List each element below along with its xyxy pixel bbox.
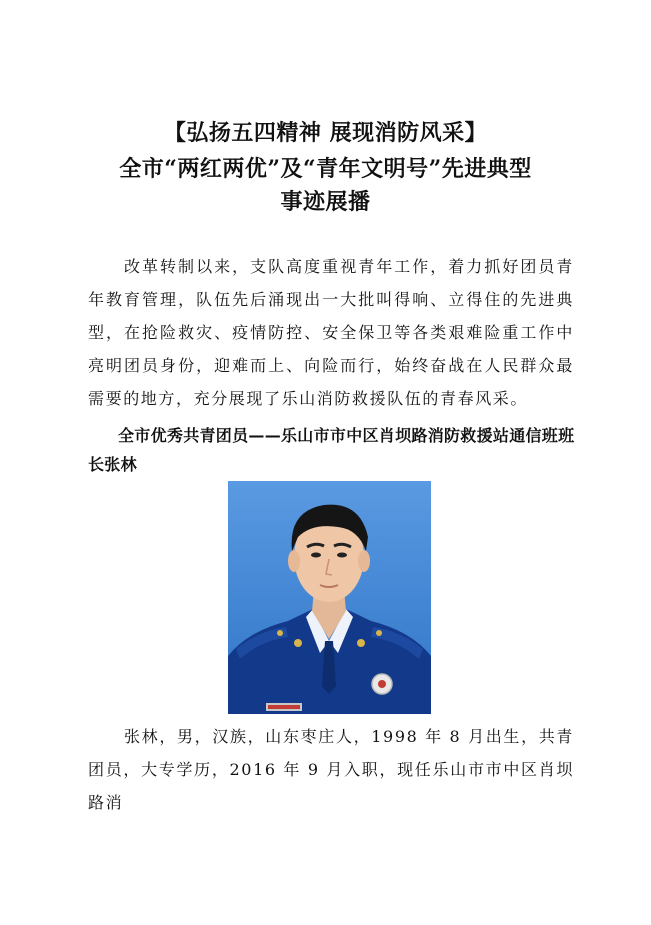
title-line-3: 事迹展播 bbox=[280, 189, 371, 215]
title-line-1: 【弘扬五四精神 展现消防风采】 bbox=[163, 120, 488, 146]
title-line-2: 全市“两红两优”及“青年文明号”先进典型 bbox=[119, 156, 532, 182]
bio-paragraph: 张林，男，汉族，山东枣庄人，1998 年 8 月出生，共青团员，大专学历，2016 年 9 月入职，现任乐山市市中区肖坝路消 bbox=[88, 727, 574, 812]
portrait-photo bbox=[228, 481, 431, 714]
intro-paragraph: 改革转制以来，支队高度重视青年工作，着力抓好团员青年教育管理，队伍先后涌现出一大批叫得响、立得住的先进典型，在抢险救灾、疫情防控、安全保卫等各类艰难险重工作中亮明团员身份，迎难而上、向险而行，始终奋战在人民群众最需要的地方，充分展现了乐山消防救援队伍的青春风采。 bbox=[88, 257, 574, 408]
portrait-photo-icon bbox=[228, 481, 431, 714]
section-heading: 全市优秀共青团员——乐山市市中区肖坝路消防救援站通信班班长张林 bbox=[88, 426, 575, 474]
